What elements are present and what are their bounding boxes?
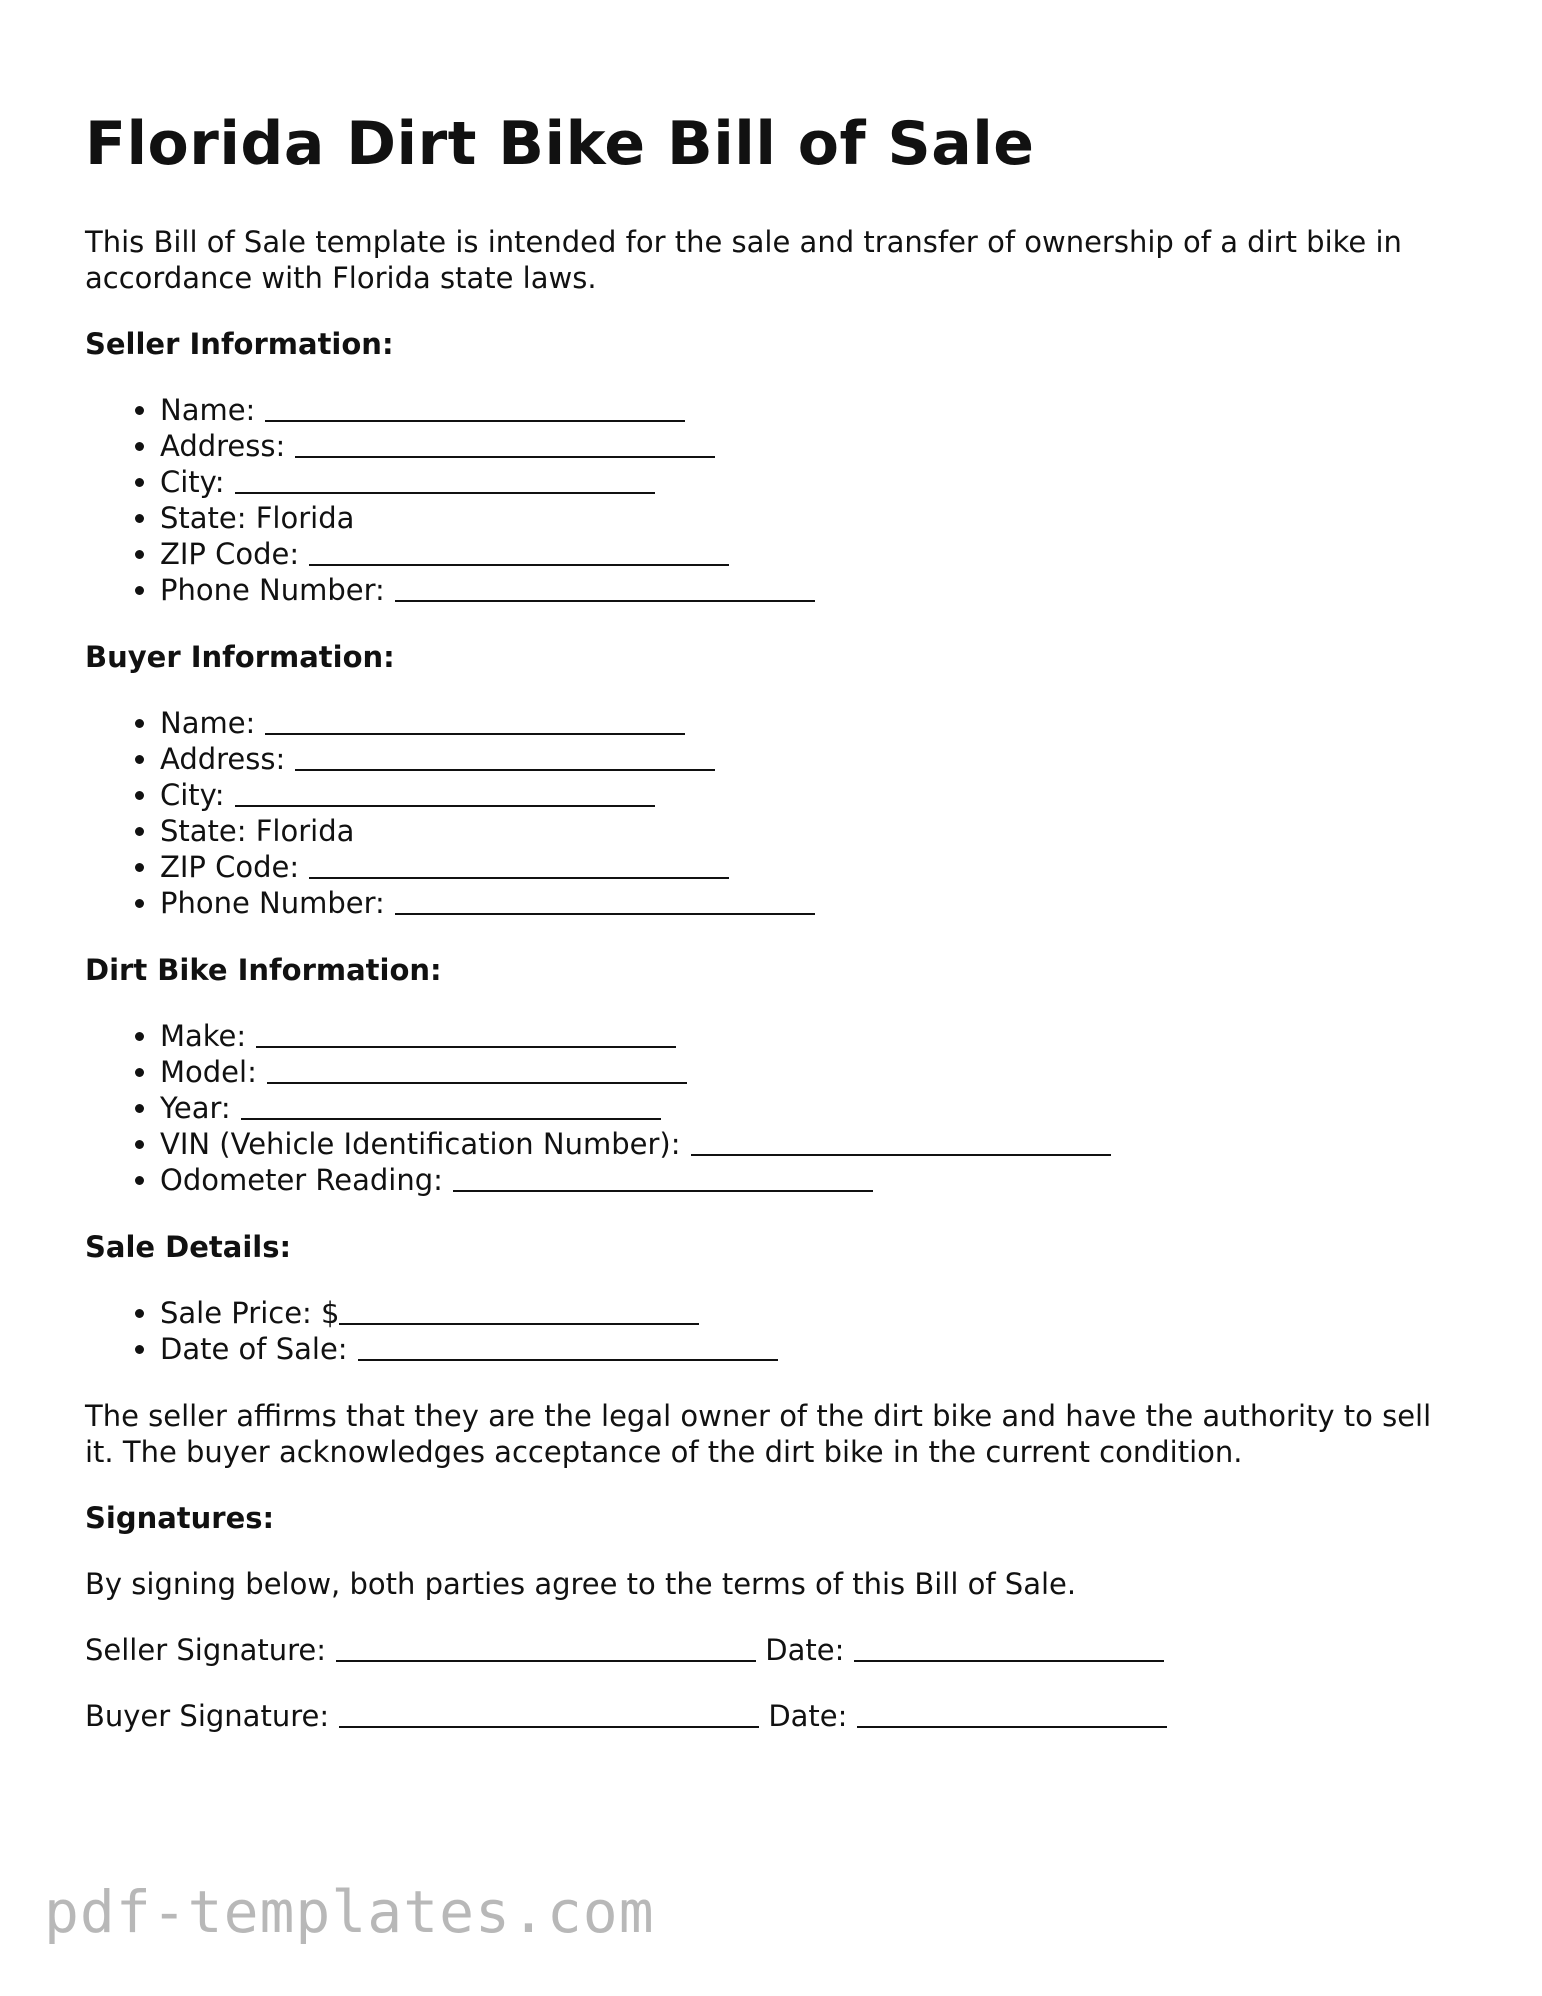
- seller-date-label: Date:: [765, 1633, 845, 1667]
- bike-fields: [85, 1018, 1465, 1198]
- sale-fields: [85, 1295, 1465, 1367]
- sale-date-field: • Date of Sale:: [160, 1331, 1465, 1367]
- bike-odometer-field: • Odometer Reading:: [160, 1162, 1465, 1198]
- buyer-address-field: • Address:: [160, 741, 1465, 777]
- bike-odometer-blank[interactable]: [453, 1189, 873, 1192]
- buyer-signature-line: Buyer Signature: Date:: [85, 1698, 1465, 1734]
- seller-name-field: • Name:: [160, 392, 1465, 428]
- bike-vin-field: • VIN (Vehicle Identification Number):: [160, 1126, 1465, 1162]
- seller-city-blank[interactable]: [235, 491, 655, 494]
- seller-address-blank[interactable]: [295, 455, 715, 458]
- buyer-phone-blank[interactable]: [395, 912, 815, 915]
- seller-signature-blank[interactable]: [336, 1659, 756, 1662]
- sale-price-blank[interactable]: [339, 1322, 699, 1325]
- affirmation-paragraph: The seller affirms that they are the legal owner of the dirt bike and have the authority to sell it. The buyer acknowledges acceptance of the dirt bike in the current condition.: [85, 1399, 1432, 1469]
- seller-heading: Seller Information:: [85, 327, 394, 361]
- document-page: [85, 108, 1465, 1764]
- seller-zip-blank[interactable]: [309, 563, 729, 566]
- buyer-fields: [85, 705, 1465, 921]
- document-title: Florida Dirt Bike Bill of Sale: [85, 109, 1035, 179]
- seller-phone-blank[interactable]: [395, 599, 815, 602]
- buyer-heading: Buyer Information:: [85, 640, 395, 674]
- buyer-state-field: • State: Florida: [160, 813, 1465, 849]
- bike-vin-blank[interactable]: [691, 1153, 1111, 1156]
- buyer-city-field: • City:: [160, 777, 1465, 813]
- bike-year-blank[interactable]: [241, 1117, 661, 1120]
- seller-date-blank[interactable]: [854, 1659, 1164, 1662]
- buyer-signature-blank[interactable]: [339, 1725, 759, 1728]
- bike-heading: Dirt Bike Information:: [85, 953, 442, 987]
- bike-make-blank[interactable]: [256, 1045, 676, 1048]
- buyer-zip-field: • ZIP Code:: [160, 849, 1465, 885]
- watermark-text: pdf-templates.com: [44, 1878, 655, 1946]
- sale-heading: Sale Details:: [85, 1230, 292, 1264]
- intro-paragraph: This Bill of Sale template is intended for the sale and transfer of ownership of a dirt bike in accordance with Florida state laws.: [85, 225, 1402, 295]
- seller-name-blank[interactable]: [265, 419, 685, 422]
- seller-signature-line: Seller Signature: Date:: [85, 1632, 1465, 1668]
- seller-zip-field: • ZIP Code:: [160, 536, 1465, 572]
- agreement-paragraph: By signing below, both parties agree to the terms of this Bill of Sale.: [85, 1567, 1077, 1601]
- bike-model-blank[interactable]: [267, 1081, 687, 1084]
- seller-city-field: • City:: [160, 464, 1465, 500]
- buyer-name-field: • Name:: [160, 705, 1465, 741]
- seller-fields: [85, 392, 1465, 608]
- seller-address-field: • Address:: [160, 428, 1465, 464]
- seller-state-field: • State: Florida: [160, 500, 1465, 536]
- buyer-city-blank[interactable]: [235, 804, 655, 807]
- buyer-phone-field: • Phone Number:: [160, 885, 1465, 921]
- buyer-zip-blank[interactable]: [309, 876, 729, 879]
- sale-price-field: • Sale Price: $: [160, 1295, 1465, 1331]
- seller-phone-field: • Phone Number:: [160, 572, 1465, 608]
- sale-date-blank[interactable]: [358, 1358, 778, 1361]
- signatures-heading: Signatures:: [85, 1501, 275, 1535]
- bike-model-field: • Model:: [160, 1054, 1465, 1090]
- bike-year-field: • Year:: [160, 1090, 1465, 1126]
- bike-make-field: • Make:: [160, 1018, 1465, 1054]
- buyer-date-label: Date:: [768, 1699, 848, 1733]
- buyer-address-blank[interactable]: [295, 768, 715, 771]
- buyer-date-blank[interactable]: [857, 1725, 1167, 1728]
- buyer-name-blank[interactable]: [265, 732, 685, 735]
